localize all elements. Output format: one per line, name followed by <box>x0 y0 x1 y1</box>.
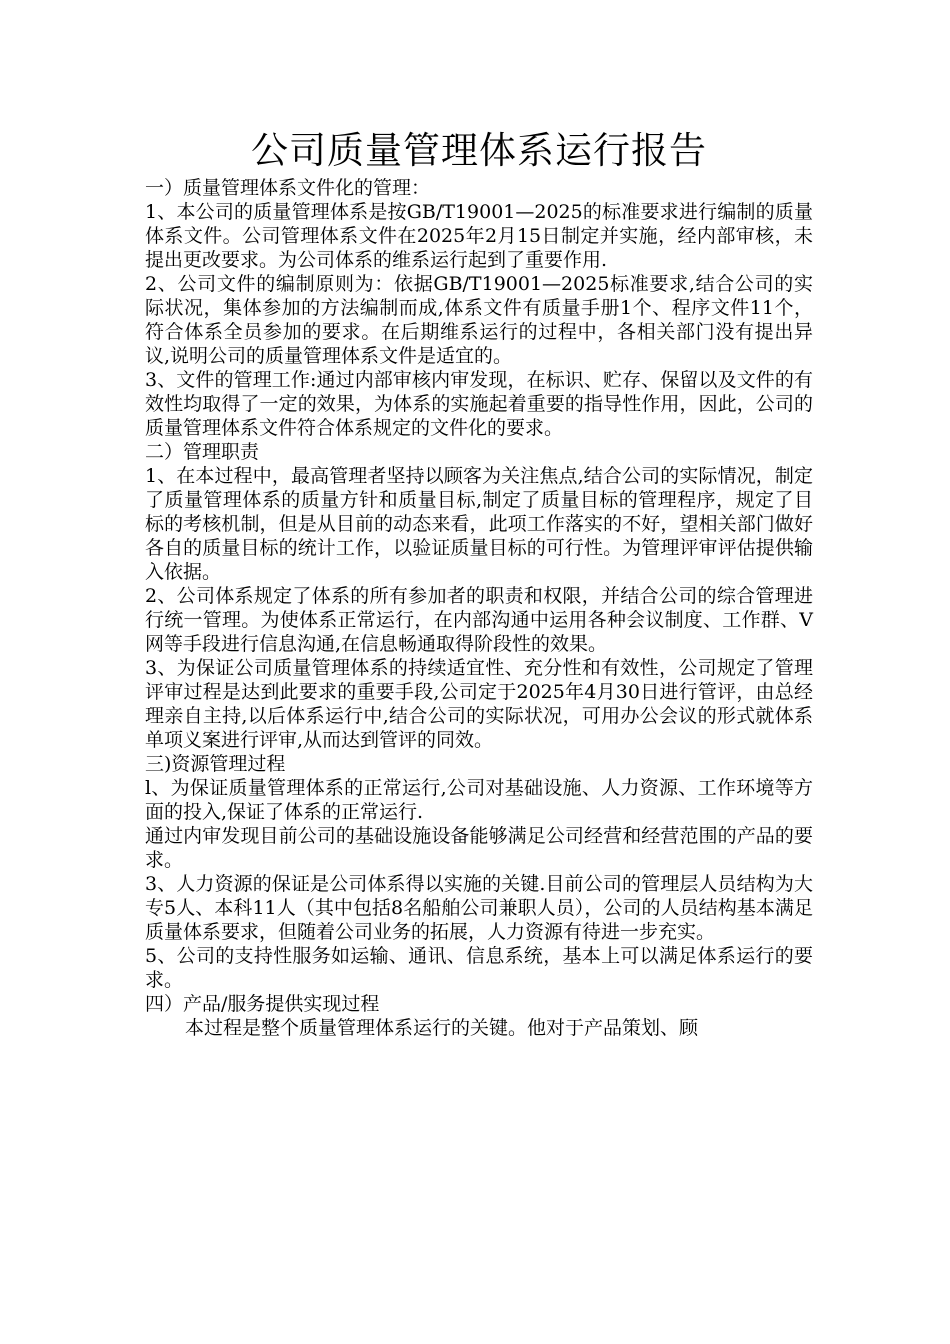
paragraph: 3、文件的管理工作:通过内部审核内审发现，在标识、贮存、保留以及文件的有效性均取得了一定的效果，为体系的实施起着重要的指导性作用，因此，公司的质量管理体系文件符合体系规定的文件化的要求。 <box>145 369 813 439</box>
paragraph: 3、为保证公司质量管理体系的持续适宜性、充分性和有效性，公司规定了管理评审过程是达到此要求的重要手段,公司定于2025年4月30日进行管评，由总经理亲自主持,以后体系运行中,结合公司的实际状况，可用办公会议的形式就体系单项义案进行评审,从而达到管评的同效。 <box>145 657 813 751</box>
paragraph: 1、本公司的质量管理体系是按GB/T19001—2025的标准要求进行编制的质量体系文件。公司管理体系文件在2025年2月15日制定并实施，经内部审核，未提出更改要求。为公司体系的维系运行起到了重要作用. <box>145 201 813 271</box>
paragraph: 2、公司文件的编制原则为：依据GB/T19001—2025标准要求,结合公司的实际状况，集体参加的方法编制而成,体系文件有质量手册1个、程序文件11个，符合体系全员参加的要求。在后期维系运行的过程中，各相关部门没有提出异议,说明公司的质量管理体系文件是适宜的。 <box>145 273 813 367</box>
document-title: 公司质量管理体系运行报告 <box>251 129 707 172</box>
paragraph: l、为保证质量管理体系的正常运行,公司对基础设施、人力资源、工作环境等方面的投入,保证了体系的正常运行. <box>145 777 813 823</box>
section-heading-4: 四）产品/服务提供实现过程 <box>145 993 380 1015</box>
section-heading-2: 二）管理职责 <box>145 441 260 463</box>
paragraph: 1、在本过程中，最高管理者坚持以顾客为关注焦点,结合公司的实际情况，制定了质量管理体系的质量方针和质量目标,制定了质量目标的管理程序，规定了目标的考核机制，但是从目前的动态来看，此项工作落实的不好，望相关部门做好各自的质量目标的统计工作，以验证质量目标的可行性。为管理评审评估提供输入依据。 <box>145 465 813 583</box>
section-heading-3: 三)资源管理过程 <box>145 753 286 775</box>
paragraph: 2、公司体系规定了体系的所有参加者的职责和权限，并结合公司的综合管理进行统一管理。为使体系正常运行，在内部沟通中运用各种会议制度、工作群、V网等手段进行信息沟通,在信息畅通取得阶段性的效果。 <box>145 585 813 655</box>
document-page <box>145 128 813 1040</box>
paragraph: 本过程是整个质量管理体系运行的关键。他对于产品策划、顾 <box>185 1017 699 1039</box>
section-heading-1: 一）质量管理体系文件化的管理： <box>145 177 431 199</box>
paragraph: 5、公司的支持性服务如运输、通讯、信息系统，基本上可以满足体系运行的要求。 <box>145 945 813 991</box>
paragraph: 3、人力资源的保证是公司体系得以实施的关键.目前公司的管理层人员结构为大专5人、本科11人（其中包括8名船舶公司兼职人员），公司的人员结构基本满足质量体系要求，但随着公司业务的拓展，人力资源有待进一步充实。 <box>145 873 813 943</box>
paragraph: 通过内审发现目前公司的基础设施设备能够满足公司经营和经营范围的产品的要求。 <box>145 825 813 871</box>
